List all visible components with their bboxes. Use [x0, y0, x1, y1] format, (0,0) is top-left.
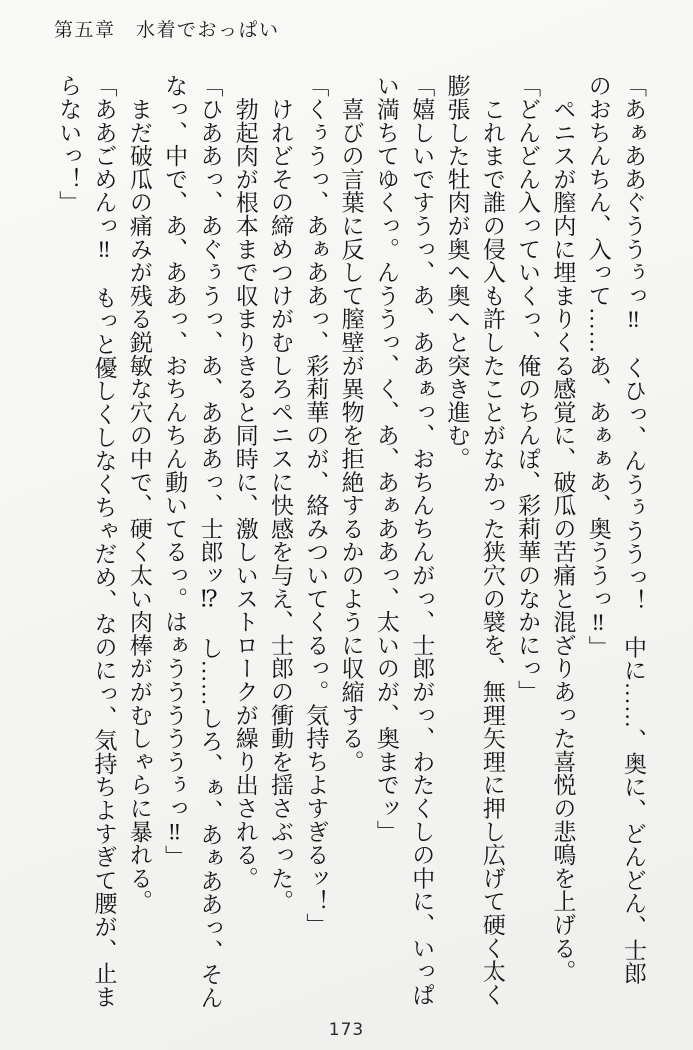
- text-line: 「どんどん入っていくっ、俺のちんぽ、彩莉華のなかにっ」: [515, 74, 541, 704]
- text-line: なっ、中で、あ、ああっ、おちんちん動いてるっ。はぁうううううぅっ‼」: [162, 74, 188, 869]
- text-line: これまで誰の侵入も許したことがなかった狭穴の襞を、無理矢理に押し広げて硬く太く: [479, 74, 505, 1006]
- text-line: 「ああごめんっ‼ もっと優しくしなくちゃだめ、なのにっ、気持ちよすぎて腰が、止ま: [91, 74, 117, 1008]
- page-number: 173: [328, 1020, 365, 1040]
- body-text: [51, 74, 651, 1014]
- text-line: 「あぁああぐううぅっ‼ くひっ、んうぅううっ！ 中に……、奥に、どんどん、士郎: [621, 74, 646, 985]
- chapter-header: 第五章 水着でおっぱい: [54, 20, 280, 41]
- text-line: 「嬉しいですうっ、あ、ああぁっ、おちんちんがっ、士郎がっ、わたくしの中に、いっぱ: [409, 74, 435, 1006]
- text-line: 「ひああっ、あぐぅうっ、あ、あああっ、士郎ッ⁉ し……しろ、ぁ、あぁああっ、そん: [197, 74, 223, 1009]
- text-line: まだ破瓜の痛みが残る鋭敏な穴の中で、硬く太い肉棒ががむしゃらに暴れる。: [126, 74, 152, 913]
- text-line: 「くぅうっ、あぁああっ、彩莉華のが、絡みついてくるっ。気持ちよすぎるッ！」: [303, 74, 329, 937]
- text-line: らないっ！」: [56, 74, 82, 214]
- text-line: い満ちてゆくっ。んううっ、く、あ、あぁああっ、太いのが、奥までッ」: [373, 74, 399, 843]
- text-line: のおちんちん、入って……あ、あぁぁあ、奥ううっ‼」: [585, 74, 611, 659]
- text-line: 喜びの言葉に反して膣壁が異物を拒絶するかのように収縮する。: [338, 74, 364, 773]
- text-line: 勃起肉が根本まで収まりきると同時に、激しいストロークが繰り出される。: [232, 74, 258, 890]
- text-line: ペニスが膣内に埋まりくる感覚に、破瓜の苦痛と混ざりあった喜悦の悲鳴を上げる。: [550, 74, 576, 983]
- text-line: けれどその締めつけがむしろペニスに快感を与え、士郎の衝動を揺さぶった。: [268, 74, 294, 913]
- text-line: 膨張した牡肉が奥へ奥へと突き進む。: [444, 74, 470, 471]
